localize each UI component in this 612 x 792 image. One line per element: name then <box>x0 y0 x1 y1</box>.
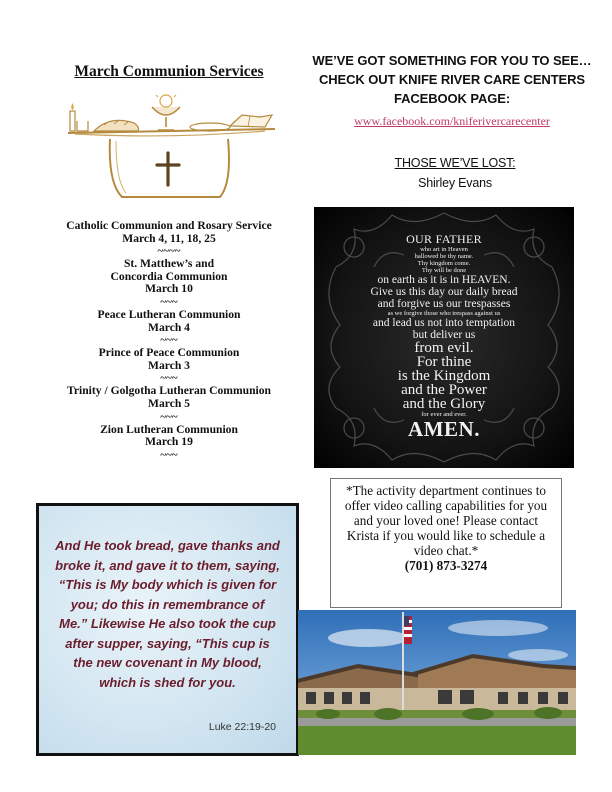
service-name-line2: Concordia Communion <box>110 269 228 283</box>
prayer-line: and lead us not into temptation <box>372 317 516 329</box>
service-separator: ~~~ <box>160 448 178 461</box>
service-st-matthews <box>38 258 300 308</box>
service-date: March 5 <box>148 396 190 410</box>
prayer-line: is the Kingdom <box>397 368 491 384</box>
service-date: March 10 <box>145 282 193 296</box>
service-separator: ~~~ <box>160 410 178 423</box>
service-name: Trinity / Golgotha Lutheran Communion <box>67 384 271 398</box>
service-catholic <box>38 220 300 257</box>
service-name: Peace Lutheran Communion <box>97 307 241 321</box>
prayer-line: OUR FATHER <box>406 232 482 246</box>
lords-prayer-image <box>314 207 574 468</box>
facebook-line-3: FACEBOOK PAGE: <box>393 91 511 106</box>
prayer-line: and the Glory <box>402 396 486 412</box>
service-name: Prince of Peace Communion <box>98 346 240 360</box>
contact-phone-number: (701) 873-3274 <box>404 558 488 573</box>
service-name: Catholic Communion and Rosary Service <box>66 219 272 232</box>
service-separator: ~~~ <box>160 334 178 347</box>
video-chat-notice <box>330 478 562 608</box>
service-name: St. Matthew’s and <box>123 257 215 271</box>
service-peace-lutheran <box>38 309 300 346</box>
service-separator: ~~~ <box>160 372 178 385</box>
prayer-line: on earth as it is in HEAVEN. <box>377 274 511 286</box>
scripture-reference: Luke 22:19-20 <box>208 721 276 733</box>
prayer-line: as we forgive those who trespass against us <box>387 310 501 317</box>
communion-services-title: March Communion Services <box>74 63 264 80</box>
prayer-line: and forgive us our trespasses <box>377 298 511 310</box>
prayer-line: Thy will be done <box>421 267 467 274</box>
prayer-line: Thy kingdom come. <box>417 260 471 267</box>
prayer-line: and the Power <box>401 382 487 398</box>
service-date: March 19 <box>145 435 193 449</box>
lost-person-name: Shirley Evans <box>418 176 492 190</box>
care-center-building-photo <box>298 610 576 755</box>
video-chat-text: *The activity department continues to offer video calling capabilities for you and your loved one! Please contact Krista if you would like to schedule a video chat.* <box>344 483 548 558</box>
service-name: Zion Lutheran Communion <box>100 422 238 436</box>
facebook-line-2: CHECK OUT KNIFE RIVER CARE CENTERS <box>318 72 585 87</box>
prayer-line: from evil. <box>414 340 474 356</box>
facebook-line-1: WE’VE GOT SOMETHING FOR YOU TO SEE… <box>312 53 592 68</box>
prayer-line: For thine <box>416 354 472 370</box>
communion-altar-illustration <box>60 93 285 211</box>
service-separator: ~~~~ <box>157 245 181 258</box>
scripture-verse-text: And He took bread, gave thanks and broke it, and gave it to them, saying, “This is My body which is given for you; do this in remembrance of Me.” Likewise He also took the cup after supper, saying, “This cup is the new covenant in My blood, which is shed for you. <box>55 538 280 690</box>
those-weve-lost-heading: THOSE WE’VE LOST: <box>394 156 516 170</box>
service-zion-lutheran <box>38 424 300 461</box>
facebook-page-link[interactable]: www.facebook.com/kniferivercarecenter <box>354 114 550 128</box>
prayer-line: for ever and ever. <box>421 411 467 418</box>
facebook-announcement <box>312 51 592 108</box>
prayer-line: hallowed be thy name. <box>414 253 474 260</box>
prayer-line: who art in Heaven <box>420 246 468 253</box>
service-separator: ~~~ <box>160 295 178 308</box>
prayer-line: AMEN. <box>408 417 480 441</box>
prayer-line: Give us this day our daily bread <box>370 286 518 298</box>
prayer-text <box>344 233 544 440</box>
service-date: March 3 <box>148 358 190 372</box>
prayer-line: but deliver us <box>412 329 476 341</box>
service-prince-of-peace <box>38 347 300 384</box>
service-date: March 4 <box>148 320 190 334</box>
service-trinity-golgotha <box>38 385 300 422</box>
service-date: March 4, 11, 18, 25 <box>122 231 216 245</box>
scripture-verse-box <box>36 503 299 756</box>
communion-service-list <box>38 220 300 462</box>
